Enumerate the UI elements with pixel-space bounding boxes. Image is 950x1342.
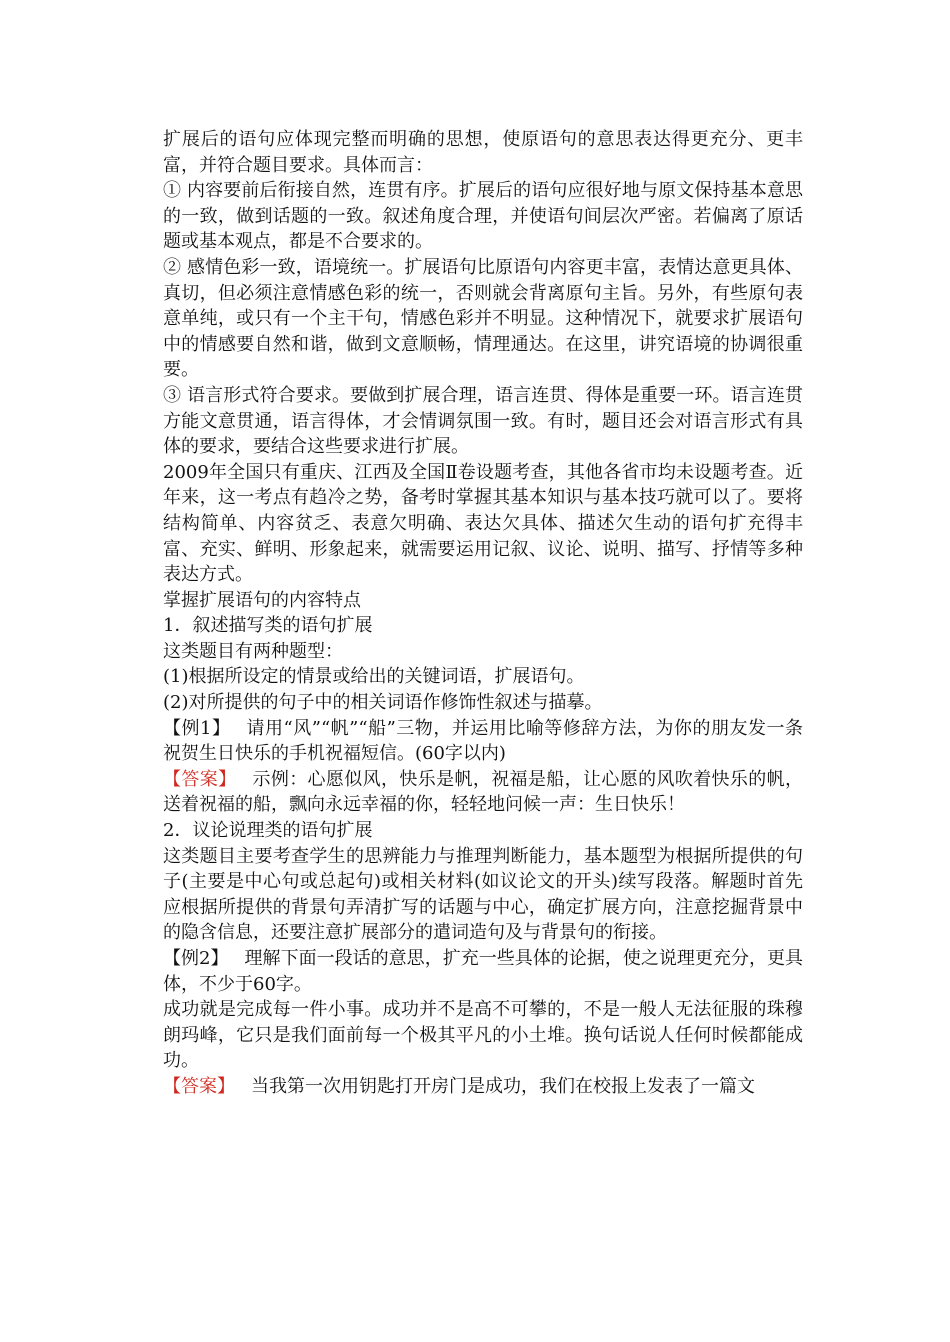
point-3-paragraph: ③ 语言形式符合要求。要做到扩展合理，语言连贯、得体是重要一环。语言连贯方能文意贯通，语言得体，才会情调氛围一致。有时，题目还会对语言形式有具体的要求，要结合这些要求进行扩展。 <box>163 384 803 458</box>
exam-trend-paragraph: 2009年全国只有重庆、江西及全国Ⅱ卷设题考查，其他各省市均未设题考查。近年来，这一考点有趋冷之势，备考时掌握其基本知识与基本技巧就可以了。要将结构简单、内容贫乏、表意欠明确、表达欠具体、描述欠生动的语句扩充得丰富、充实、鲜明、形象起来，就需要运用记叙、议论、说明、描写、抒情等多种表达方式。 <box>163 461 803 586</box>
section-heading: 掌握扩展语句的内容特点 <box>163 589 361 611</box>
subsection-2-heading: 2．议论说理类的语句扩展 <box>163 820 373 842</box>
answer-2 <box>163 1074 803 1100</box>
example-1 <box>163 716 803 767</box>
question-type-1: (1)根据所设定的情景或给出的关键词语，扩展语句。 <box>163 666 585 688</box>
document-page <box>163 127 803 1100</box>
example-1-text: 请用“风”“帆”“船”三物，并运用比喻等修辞方法，为你的朋友发一条祝贺生日快乐的手机祝福短信。(60字以内) <box>163 717 803 765</box>
example-1-label: 【例1】 <box>163 717 231 739</box>
point-1-paragraph: ① 内容要前后衔接自然，连贯有序。扩展后的语句应很好地与原文保持基本意思的一致，做到话题的一致。叙述角度合理，并使语句间层次严密。若偏离了原话题或基本观点，都是不合要求的。 <box>163 180 803 253</box>
question-types-intro: 这类题目有两种题型： <box>163 640 343 662</box>
intro-paragraph: 扩展后的语句应体现完整而明确的思想，使原语句的意思表达得更充分、更丰富，并符合题目要求。具体而言： <box>163 129 803 176</box>
answer-2-text: 当我第一次用钥匙打开房门是成功，我们在校报上发表了一篇文 <box>251 1075 755 1097</box>
answer-1-text: 示例：心愿似风，快乐是帆，祝福是船，让心愿的风吹着快乐的帆，送着祝福的船，飘向永远幸福的你，轻轻地问候一声：生日快乐！ <box>163 768 804 816</box>
example-2-material: 成功就是完成每一件小事。成功并不是高不可攀的，不是一般人无法征服的珠穆朗玛峰，它只是我们面前每一个极其平凡的小土堆。换句话说人任何时候都能成功。 <box>163 999 803 1072</box>
question-type-2: (2)对所提供的句子中的相关词语作修饰性叙述与描摹。 <box>163 692 603 714</box>
subsection-2-paragraph: 这类题目主要考查学生的思辨能力与推理判断能力，基本题型为根据所提供的句子(主要是中心句或总起句)或相关材料(如议论文的开头)续写段落。解题时首先应根据所提供的背景句弄清扩写的话题与中心，确定扩展方向，注意挖掘背景中的隐含信息，还要注意扩展部分的遣词造句及与背景句的衔接。 <box>163 845 803 944</box>
answer-1 <box>163 767 803 818</box>
point-2-paragraph: ② 感情色彩一致，语境统一。扩展语句比原语句内容更丰富，表情达意更具体、真切，但必须注意情感色彩的统一，否则就会背离原句主旨。另外，有些原句表意单纯，或只有一个主干句，情感色彩并不明显。这种情况下，就要求扩展语句中的情感要自然和谐，做到文意顺畅，情理通达。在这里，讲究语境的协调很重要。 <box>163 256 803 381</box>
answer-1-label: 【答案】 <box>163 768 237 790</box>
example-2-label: 【例2】 <box>163 948 229 969</box>
answer-2-label: 【答案】 <box>163 1075 235 1097</box>
subsection-1-heading: 1．叙述描写类的语句扩展 <box>163 615 373 637</box>
example-2 <box>163 946 803 997</box>
example-2-text: 理解下面一段话的意思，扩充一些具体的论据，使之说理更充分，更具体，不少于60字。 <box>163 948 804 995</box>
